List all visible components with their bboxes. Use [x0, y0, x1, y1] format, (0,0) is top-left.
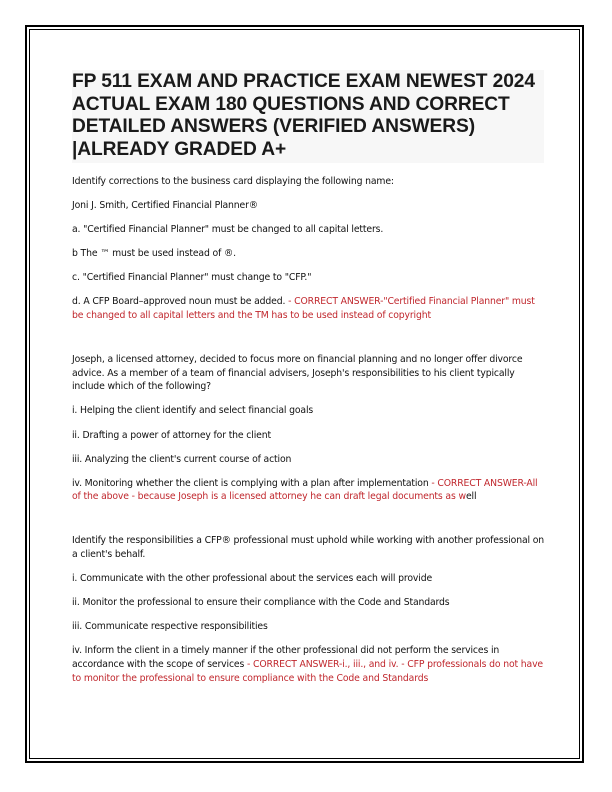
- question-prompt: Identify the responsibilities a CFP® professional must uphold while working with another professional on a client's behalf.: [72, 535, 545, 560]
- option-c: c. "Certified Financial Planner" must change to "CFP.": [72, 272, 312, 284]
- option-d: [72, 295, 544, 322]
- option-iv-text: iv. Inform the client in a timely manner if the other professional did not perform the services in accordance with the scope of services: [72, 645, 500, 670]
- correct-answer: - CORRECT ANSWER-All of the above - because Joseph is a licensed attorney he can draft legal documents as w: [72, 477, 538, 503]
- question-3: [72, 534, 544, 685]
- option-iv-text: iv. Monitoring whether the client is complying with a plan after implementation: [72, 477, 432, 489]
- option-iv: [72, 644, 544, 685]
- option-i: i. Helping the client identify and select financial goals: [72, 405, 314, 417]
- question-2: [72, 353, 544, 504]
- option-i: i. Communicate with the other professional about the services each will provide: [72, 573, 433, 585]
- answer-tail: ell: [465, 491, 477, 503]
- option-a: a. "Certified Financial Planner" must be changed to all capital letters.: [72, 224, 384, 236]
- option-iii: iii. Analyzing the client's current course of action: [72, 453, 292, 465]
- document-body: [72, 70, 544, 696]
- option-iv: [72, 477, 544, 504]
- option-b: b The ™ must be used instead of ®.: [72, 248, 236, 260]
- question-1: [72, 175, 544, 323]
- option-ii: ii. Drafting a power of attorney for the client: [72, 429, 271, 441]
- option-iii: iii. Communicate respective responsibilities: [72, 621, 268, 633]
- option-ii: ii. Monitor the professional to ensure their compliance with the Code and Standards: [72, 597, 450, 609]
- document-title: FP 511 EXAM AND PRACTICE EXAM NEWEST 2024 ACTUAL EXAM 180 QUESTIONS AND CORRECT DETAILED ANSWERS (VERIFIED ANSWERS) |ALREADY GRADED A+: [72, 70, 544, 163]
- correct-answer: - CORRECT ANSWER-i., iii., and iv. - CFP professionals do not have to monitor the professional to ensure compliance with the Code and Standards: [72, 658, 544, 684]
- question-prompt: Joseph, a licensed attorney, decided to focus more on financial planning and no longer offer divorce advice. As a member of a team of financial advisers, Joseph's responsibilities to his client typically include which of the following?: [72, 354, 523, 393]
- question-text: Joni J. Smith, Certified Financial Planner®: [72, 200, 258, 212]
- option-d-text: d. A CFP Board–approved noun must be added.: [72, 296, 289, 308]
- question-prompt: Identify corrections to the business card displaying the following name:: [72, 176, 394, 187]
- correct-answer: - CORRECT ANSWER-"Certified Financial Planner" must be changed to all capital letters and the TM has to be used instead of copyright: [72, 296, 535, 322]
